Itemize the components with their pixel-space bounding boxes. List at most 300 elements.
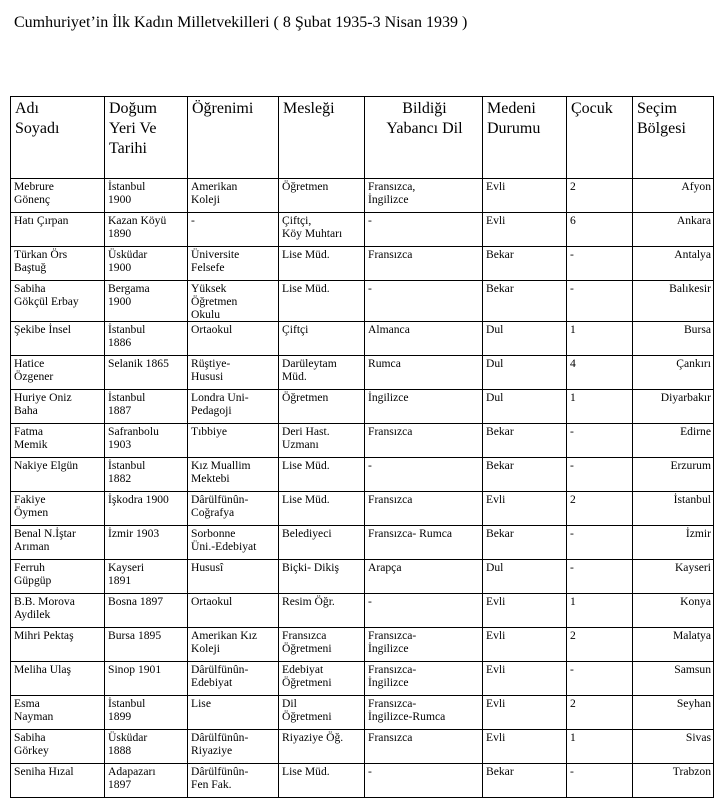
cell-text: Sabiha Gökçül Erbay bbox=[14, 282, 79, 308]
cell-profession bbox=[279, 424, 365, 458]
cell-text: Esma Nayman bbox=[14, 697, 54, 723]
cell-birth bbox=[105, 247, 188, 281]
cell-text: Nakiye Elgün bbox=[14, 459, 79, 472]
cell-text: Belediyeci bbox=[282, 527, 332, 540]
cell-birth bbox=[105, 390, 188, 424]
cell-text: Benal N.İştar Arıman bbox=[14, 527, 76, 553]
cell-text: Fransızca bbox=[368, 425, 413, 438]
cell-education bbox=[188, 526, 279, 560]
cell-name bbox=[11, 322, 105, 356]
table-row bbox=[11, 356, 714, 390]
cell-education bbox=[188, 356, 279, 390]
cell-name bbox=[11, 628, 105, 662]
cell-name bbox=[11, 696, 105, 730]
cell-language bbox=[365, 662, 483, 696]
table-row bbox=[11, 424, 714, 458]
cell-children bbox=[567, 247, 633, 281]
cell-text: Adapazarı 1897 bbox=[108, 765, 156, 791]
cell-text: Ortaokul bbox=[191, 323, 233, 336]
cell-text: Amerikan Koleji bbox=[191, 180, 238, 206]
cell-text: Seyhan bbox=[676, 697, 711, 710]
cell-text: Öğretmen bbox=[282, 180, 329, 193]
cell-name bbox=[11, 526, 105, 560]
cell-text: 6 bbox=[570, 214, 576, 227]
cell-language bbox=[365, 247, 483, 281]
cell-birth bbox=[105, 281, 188, 322]
cell-district bbox=[633, 179, 714, 213]
cell-children bbox=[567, 458, 633, 492]
header-district bbox=[633, 97, 714, 179]
cell-text: Kazan Köyü 1890 bbox=[108, 214, 167, 240]
cell-text: - bbox=[368, 765, 372, 778]
cell-text: Konya bbox=[680, 595, 711, 608]
cell-profession bbox=[279, 696, 365, 730]
cell-text: Bekar bbox=[486, 527, 514, 540]
cell-marital bbox=[483, 492, 567, 526]
cell-text: Üsküdar 1888 bbox=[108, 731, 148, 757]
cell-text: Edirne bbox=[680, 425, 711, 438]
table-row bbox=[11, 213, 714, 247]
table-row bbox=[11, 390, 714, 424]
cell-birth bbox=[105, 356, 188, 390]
cell-text: Ortaokul bbox=[191, 595, 233, 608]
cell-text: Sabiha Görkey bbox=[14, 731, 49, 757]
cell-text: 2 bbox=[570, 180, 576, 193]
cell-text: Riyaziye Öğ. bbox=[282, 731, 344, 744]
cell-text: Tıbbiye bbox=[191, 425, 228, 438]
cell-text: İstanbul 1887 bbox=[108, 391, 146, 417]
table-body bbox=[11, 179, 714, 798]
cell-text: Biçki- Dikiş bbox=[282, 561, 340, 574]
cell-text: İstanbul 1900 bbox=[108, 180, 146, 206]
cell-text: - bbox=[570, 527, 574, 540]
cell-language bbox=[365, 594, 483, 628]
cell-text: Balıkesir bbox=[669, 282, 711, 295]
cell-text: Diyarbakır bbox=[660, 391, 711, 404]
cell-profession bbox=[279, 662, 365, 696]
cell-children bbox=[567, 526, 633, 560]
cell-text: Darüleytam Müd. bbox=[282, 357, 337, 383]
cell-district bbox=[633, 356, 714, 390]
cell-language bbox=[365, 764, 483, 798]
cell-children bbox=[567, 594, 633, 628]
cell-marital bbox=[483, 662, 567, 696]
table-row bbox=[11, 662, 714, 696]
cell-marital bbox=[483, 458, 567, 492]
cell-text: Mihri Pektaş bbox=[14, 629, 74, 642]
cell-profession bbox=[279, 594, 365, 628]
cell-text: İstanbul bbox=[673, 493, 711, 506]
cell-text: Deri Hast. Uzmanı bbox=[282, 425, 330, 451]
cell-education bbox=[188, 247, 279, 281]
cell-children bbox=[567, 492, 633, 526]
cell-text: Rüştiye- Hususi bbox=[191, 357, 231, 383]
cell-district bbox=[633, 390, 714, 424]
cell-marital bbox=[483, 594, 567, 628]
header-language bbox=[365, 97, 483, 179]
cell-text: Üsküdar 1900 bbox=[108, 248, 148, 274]
cell-text: Kız Muallim Mektebi bbox=[191, 459, 251, 485]
cell-text: Selanik 1865 bbox=[108, 357, 169, 370]
cell-birth bbox=[105, 458, 188, 492]
cell-birth bbox=[105, 179, 188, 213]
cell-profession bbox=[279, 458, 365, 492]
cell-marital bbox=[483, 696, 567, 730]
cell-education bbox=[188, 424, 279, 458]
cell-name bbox=[11, 247, 105, 281]
cell-profession bbox=[279, 356, 365, 390]
cell-text: - bbox=[368, 282, 372, 295]
cell-text: Çankırı bbox=[676, 357, 711, 370]
cell-text: Fransızca- Rumca bbox=[368, 527, 453, 540]
deputies-table bbox=[10, 96, 714, 798]
cell-text: Seniha Hızal bbox=[14, 765, 74, 778]
cell-language bbox=[365, 560, 483, 594]
cell-text: Huriye Oniz Baha bbox=[14, 391, 72, 417]
cell-text: 2 bbox=[570, 629, 576, 642]
cell-text: Afyon bbox=[681, 180, 711, 193]
cell-education bbox=[188, 730, 279, 764]
cell-text: Dul bbox=[486, 323, 504, 336]
cell-text: Çiftçi bbox=[282, 323, 309, 336]
header-label: Seçim Bölgesi bbox=[637, 100, 686, 137]
cell-district bbox=[633, 526, 714, 560]
cell-text: Dârülfünûn- Riyaziye bbox=[191, 731, 249, 757]
cell-education bbox=[188, 458, 279, 492]
cell-education bbox=[188, 662, 279, 696]
cell-text: 2 bbox=[570, 493, 576, 506]
cell-language bbox=[365, 424, 483, 458]
cell-language bbox=[365, 526, 483, 560]
cell-text: Bergama 1900 bbox=[108, 282, 150, 308]
cell-children bbox=[567, 281, 633, 322]
cell-text: - bbox=[570, 561, 574, 574]
cell-children bbox=[567, 730, 633, 764]
cell-profession bbox=[279, 322, 365, 356]
cell-district bbox=[633, 594, 714, 628]
cell-text: 1 bbox=[570, 391, 576, 404]
cell-name bbox=[11, 179, 105, 213]
cell-education bbox=[188, 594, 279, 628]
cell-text: Sivas bbox=[685, 731, 711, 744]
cell-language bbox=[365, 730, 483, 764]
cell-text: Lise Müd. bbox=[282, 459, 330, 472]
cell-text: - bbox=[368, 595, 372, 608]
cell-text: Londra Uni- Pedagoji bbox=[191, 391, 249, 417]
cell-text: Ankara bbox=[676, 214, 711, 227]
header-name bbox=[11, 97, 105, 179]
cell-text: Evli bbox=[486, 663, 506, 676]
cell-children bbox=[567, 356, 633, 390]
header-label: Bildiği Yabancı Dil bbox=[386, 100, 463, 137]
table-row bbox=[11, 764, 714, 798]
cell-children bbox=[567, 662, 633, 696]
document-title: Cumhuriyet’in İlk Kadın Milletvekilleri ( 8 Şubat 1935-3 Nisan 1939 ) bbox=[14, 14, 468, 31]
header-label: Mesleği bbox=[283, 100, 335, 117]
header-label: Adı Soyadı bbox=[15, 100, 60, 137]
cell-text: Fransızca bbox=[368, 731, 413, 744]
cell-text: Bursa bbox=[683, 323, 711, 336]
cell-text: - bbox=[570, 425, 574, 438]
cell-text: 1 bbox=[570, 323, 576, 336]
cell-name bbox=[11, 458, 105, 492]
cell-marital bbox=[483, 424, 567, 458]
cell-text: Fransızca bbox=[368, 248, 413, 261]
header-children bbox=[567, 97, 633, 179]
cell-profession bbox=[279, 281, 365, 322]
cell-name bbox=[11, 424, 105, 458]
cell-text: Fransızca- İngilizce bbox=[368, 663, 417, 689]
table-row bbox=[11, 730, 714, 764]
cell-marital bbox=[483, 179, 567, 213]
cell-text: Malatya bbox=[673, 629, 711, 642]
cell-text: - bbox=[570, 248, 574, 261]
cell-text: Amerikan Kız Koleji bbox=[191, 629, 257, 655]
cell-text: Bekar bbox=[486, 248, 514, 261]
cell-profession bbox=[279, 390, 365, 424]
cell-marital bbox=[483, 560, 567, 594]
cell-name bbox=[11, 281, 105, 322]
cell-birth bbox=[105, 492, 188, 526]
cell-profession bbox=[279, 179, 365, 213]
cell-text: Dil Öğretmeni bbox=[282, 697, 332, 723]
cell-text: Ferruh Güpgüp bbox=[14, 561, 52, 587]
cell-text: Yüksek Öğretmen Okulu bbox=[191, 282, 238, 321]
cell-profession bbox=[279, 764, 365, 798]
cell-district bbox=[633, 560, 714, 594]
cell-text: - bbox=[191, 214, 195, 227]
cell-text: Bekar bbox=[486, 459, 514, 472]
cell-language bbox=[365, 458, 483, 492]
cell-marital bbox=[483, 628, 567, 662]
table-row bbox=[11, 492, 714, 526]
cell-education bbox=[188, 764, 279, 798]
cell-text: Almanca bbox=[368, 323, 410, 336]
cell-district bbox=[633, 628, 714, 662]
cell-text: Dârülfünûn- Edebiyat bbox=[191, 663, 249, 689]
table-row bbox=[11, 628, 714, 662]
cell-education bbox=[188, 281, 279, 322]
cell-text: 1 bbox=[570, 731, 576, 744]
cell-text: Hatice Özgener bbox=[14, 357, 54, 383]
cell-district bbox=[633, 322, 714, 356]
header-birth bbox=[105, 97, 188, 179]
cell-text: Bekar bbox=[486, 425, 514, 438]
cell-children bbox=[567, 390, 633, 424]
cell-district bbox=[633, 213, 714, 247]
cell-name bbox=[11, 764, 105, 798]
cell-district bbox=[633, 281, 714, 322]
cell-children bbox=[567, 764, 633, 798]
cell-text: Mebrure Gönenç bbox=[14, 180, 54, 206]
cell-profession bbox=[279, 247, 365, 281]
cell-text: Dul bbox=[486, 357, 504, 370]
cell-language bbox=[365, 356, 483, 390]
cell-marital bbox=[483, 356, 567, 390]
cell-text: Fransızca- İngilizce bbox=[368, 629, 417, 655]
table-row bbox=[11, 458, 714, 492]
header-marital bbox=[483, 97, 567, 179]
cell-name bbox=[11, 213, 105, 247]
cell-language bbox=[365, 628, 483, 662]
header-label: Çocuk bbox=[571, 100, 613, 117]
cell-children bbox=[567, 322, 633, 356]
cell-text: Dârülfünûn- Fen Fak. bbox=[191, 765, 249, 791]
cell-text: Lise Müd. bbox=[282, 282, 330, 295]
cell-profession bbox=[279, 213, 365, 247]
cell-name bbox=[11, 730, 105, 764]
cell-marital bbox=[483, 247, 567, 281]
cell-text: Fransızca- İngilizce-Rumca bbox=[368, 697, 446, 723]
cell-birth bbox=[105, 213, 188, 247]
cell-district bbox=[633, 247, 714, 281]
cell-district bbox=[633, 424, 714, 458]
cell-text: İzmir 1903 bbox=[108, 527, 160, 540]
cell-text: Evli bbox=[486, 180, 506, 193]
cell-text: Fatma Memik bbox=[14, 425, 48, 451]
cell-birth bbox=[105, 662, 188, 696]
cell-birth bbox=[105, 730, 188, 764]
cell-children bbox=[567, 696, 633, 730]
header-label: Medeni Durumu bbox=[487, 100, 541, 137]
cell-profession bbox=[279, 628, 365, 662]
cell-text: İstanbul 1882 bbox=[108, 459, 146, 485]
cell-education bbox=[188, 179, 279, 213]
cell-text: Sinop 1901 bbox=[108, 663, 162, 676]
cell-text: Evli bbox=[486, 731, 506, 744]
cell-text: Safranbolu 1903 bbox=[108, 425, 159, 451]
cell-text: Lise Müd. bbox=[282, 248, 330, 261]
cell-marital bbox=[483, 526, 567, 560]
cell-education bbox=[188, 560, 279, 594]
cell-language bbox=[365, 281, 483, 322]
cell-text: Evli bbox=[486, 493, 506, 506]
cell-text: Antalya bbox=[674, 248, 711, 261]
cell-district bbox=[633, 662, 714, 696]
cell-district bbox=[633, 458, 714, 492]
cell-marital bbox=[483, 281, 567, 322]
cell-text: Fransızca Öğretmeni bbox=[282, 629, 332, 655]
header-profession bbox=[279, 97, 365, 179]
header-label: Öğrenimi bbox=[192, 100, 254, 117]
cell-text: Evli bbox=[486, 697, 506, 710]
cell-birth bbox=[105, 560, 188, 594]
cell-text: Bursa 1895 bbox=[108, 629, 162, 642]
table-row bbox=[11, 247, 714, 281]
cell-education bbox=[188, 213, 279, 247]
cell-birth bbox=[105, 594, 188, 628]
cell-children bbox=[567, 628, 633, 662]
cell-text: Fransızca bbox=[368, 493, 413, 506]
cell-text: İngilizce bbox=[368, 391, 409, 404]
cell-text: Evli bbox=[486, 629, 506, 642]
table-row bbox=[11, 322, 714, 356]
cell-profession bbox=[279, 560, 365, 594]
cell-education bbox=[188, 492, 279, 526]
cell-marital bbox=[483, 764, 567, 798]
cell-birth bbox=[105, 322, 188, 356]
cell-education bbox=[188, 322, 279, 356]
cell-text: Çiftçi, Köy Muhtarı bbox=[282, 214, 343, 240]
cell-birth bbox=[105, 696, 188, 730]
cell-text: Türkan Örs Baştuğ bbox=[14, 248, 68, 274]
cell-text: Samsun bbox=[674, 663, 711, 676]
cell-text: - bbox=[368, 214, 372, 227]
cell-text: Sorbonne Üni.-Edebiyat bbox=[191, 527, 257, 553]
table-row bbox=[11, 526, 714, 560]
cell-text: Lise bbox=[191, 697, 211, 710]
cell-language bbox=[365, 179, 483, 213]
cell-text: Dul bbox=[486, 391, 504, 404]
cell-children bbox=[567, 424, 633, 458]
table-header-row bbox=[11, 97, 714, 179]
cell-language bbox=[365, 492, 483, 526]
cell-text: Lise Müd. bbox=[282, 765, 330, 778]
cell-text: Bekar bbox=[486, 765, 514, 778]
cell-text: Arapça bbox=[368, 561, 402, 574]
table-row bbox=[11, 594, 714, 628]
cell-text: Bosna 1897 bbox=[108, 595, 164, 608]
cell-education bbox=[188, 390, 279, 424]
cell-name bbox=[11, 492, 105, 526]
cell-text: İzmir bbox=[685, 527, 711, 540]
cell-text: İstanbul 1886 bbox=[108, 323, 146, 349]
cell-children bbox=[567, 179, 633, 213]
cell-text: - bbox=[368, 459, 372, 472]
table-row bbox=[11, 560, 714, 594]
cell-birth bbox=[105, 526, 188, 560]
cell-text: Hususî bbox=[191, 561, 224, 574]
cell-text: Trabzon bbox=[672, 765, 711, 778]
cell-text: Lise Müd. bbox=[282, 493, 330, 506]
cell-education bbox=[188, 696, 279, 730]
cell-text: Üniversite Felsefe bbox=[191, 248, 240, 274]
cell-district bbox=[633, 730, 714, 764]
cell-text: Edebiyat Öğretmeni bbox=[282, 663, 332, 689]
cell-district bbox=[633, 492, 714, 526]
cell-text: Dul bbox=[486, 561, 504, 574]
cell-text: Bekar bbox=[486, 282, 514, 295]
cell-text: Erzurum bbox=[670, 459, 711, 472]
cell-text: Fransızca, İngilizce bbox=[368, 180, 416, 206]
cell-children bbox=[567, 560, 633, 594]
cell-text: Kayseri bbox=[674, 561, 711, 574]
cell-text: - bbox=[570, 663, 574, 676]
cell-text: Meliha Ulaş bbox=[14, 663, 71, 676]
cell-birth bbox=[105, 628, 188, 662]
cell-marital bbox=[483, 322, 567, 356]
cell-marital bbox=[483, 213, 567, 247]
cell-name bbox=[11, 390, 105, 424]
header-education bbox=[188, 97, 279, 179]
cell-text: - bbox=[570, 765, 574, 778]
cell-district bbox=[633, 764, 714, 798]
cell-text: Evli bbox=[486, 214, 506, 227]
cell-text: Şekibe İnsel bbox=[14, 323, 71, 336]
cell-language bbox=[365, 322, 483, 356]
cell-district bbox=[633, 696, 714, 730]
cell-profession bbox=[279, 526, 365, 560]
table-row bbox=[11, 179, 714, 213]
cell-text: Evli bbox=[486, 595, 506, 608]
cell-language bbox=[365, 696, 483, 730]
cell-text: Dârülfünûn- Coğrafya bbox=[191, 493, 249, 519]
cell-language bbox=[365, 390, 483, 424]
cell-text: Hatı Çırpan bbox=[14, 214, 69, 227]
cell-text: 4 bbox=[570, 357, 576, 370]
cell-marital bbox=[483, 730, 567, 764]
cell-text: Kayseri 1891 bbox=[108, 561, 145, 587]
